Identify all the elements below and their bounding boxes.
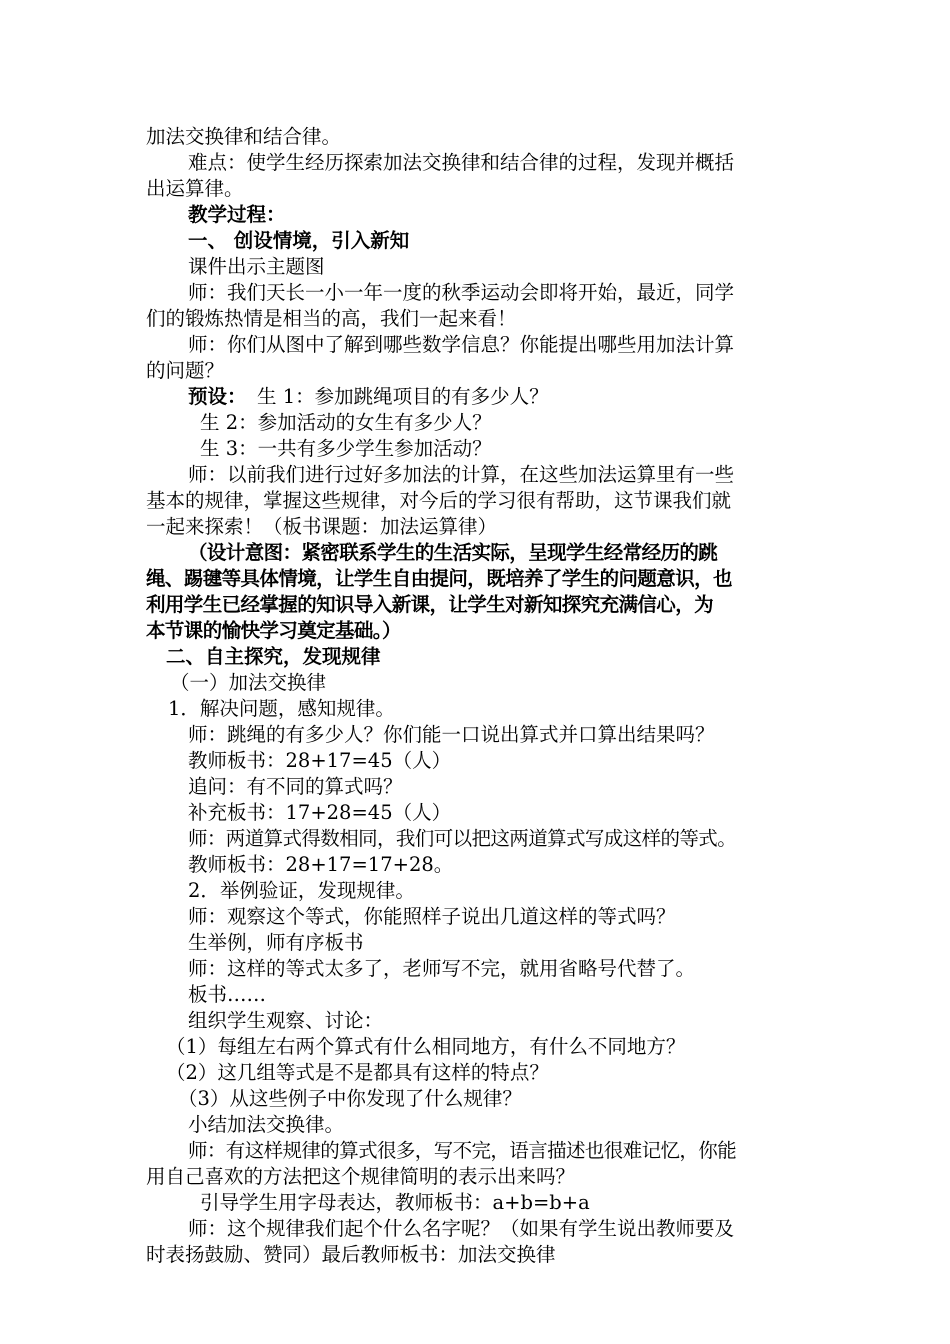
design-intent-line: 利用学生已经掌握的知识导入新课，让学生对新知探究充满信心，为 xyxy=(146,593,714,616)
text-line: 师：这个规律我们起个什么名字呢？（如果有学生说出教师要及 xyxy=(188,1217,735,1240)
text-line: （2）这几组等式是不是都具有这样的特点？ xyxy=(166,1061,549,1084)
design-intent-line: 绳、踢毽等具体情境，让学生自由提问，既培养了学生的问题意识，也 xyxy=(146,567,732,590)
text-line: （3）从这些例子中你发现了什么规律？ xyxy=(178,1087,522,1110)
text-line: 师：我们天长一小一年一度的秋季运动会即将开始，最近，同学 xyxy=(188,281,735,304)
text-line: 生 1：参加跳绳项目的有多少人？ xyxy=(257,385,549,408)
design-intent-line: （设计意图：紧密联系学生的生活实际，呈现学生经常经历的跳 xyxy=(188,541,718,564)
text-line: 师：跳绳的有多少人？你们能一口说出算式并口算出结果吗？ xyxy=(188,723,715,746)
text-line: 难点：使学生经历探索加法交换律和结合律的过程，发现并概括 xyxy=(188,151,735,174)
design-intent-line: 本节课的愉快学习奠定基础。） xyxy=(146,619,401,642)
text-line: 的问题？ xyxy=(146,359,225,382)
text-line: 1．解决问题，感知规律。 xyxy=(168,697,395,720)
text-line: 出运算律。 xyxy=(146,177,244,200)
text-line: 教师板书：28+17=45（人） xyxy=(188,749,452,772)
text-line: 师：以前我们进行过好多加法的计算，在这些加法运算里有一些 xyxy=(188,463,735,486)
text-line: 小结加法交换律。 xyxy=(188,1113,345,1136)
text-line: 生 3：一共有多少学生参加活动？ xyxy=(200,437,492,460)
preset-label: 预设： xyxy=(188,385,247,408)
section-heading: 二、自主探究，发现规律 xyxy=(166,645,381,668)
text-line: 们的锻炼热情是相当的高，我们一起来看！ xyxy=(146,307,517,330)
text-line: 引导学生用字母表达，教师板书：a+b=b+a xyxy=(200,1191,590,1214)
subsection-heading: （一）加法交换律 xyxy=(170,671,327,694)
text-line: 教师板书：28+17=17+28。 xyxy=(188,853,454,876)
text-line: 时表扬鼓励、赞同）最后教师板书：加法交换律 xyxy=(146,1243,556,1266)
text-line: 加法交换律和结合律。 xyxy=(146,125,342,148)
text-line: 板书…… xyxy=(188,983,267,1006)
text-line: 用自己喜欢的方法把这个规律简明的表示出来吗？ xyxy=(146,1165,576,1188)
text-line: 生举例，师有序板书 xyxy=(188,931,364,954)
text-line: （1）每组左右两个算式有什么相同地方，有什么不同地方？ xyxy=(166,1035,686,1058)
text-line: 课件出示主题图 xyxy=(188,255,325,278)
text-line: 追问：有不同的算式吗？ xyxy=(188,775,403,798)
text-line: 师：两道算式得数相同，我们可以把这两道算式写成这样的等式。 xyxy=(188,827,737,850)
text-line: 组织学生观察、讨论： xyxy=(188,1009,384,1032)
text-line: 师：有这样规律的算式很多，写不完，语言描述也很难记忆，你能 xyxy=(188,1139,737,1162)
text-line: 补充板书：17+28=45（人） xyxy=(188,801,452,824)
text-line: 师：这样的等式太多了，老师写不完，就用省略号代替了。 xyxy=(188,957,696,980)
section-heading: 教学过程： xyxy=(188,203,286,226)
section-heading: 一、 创设情境，引入新知 xyxy=(188,229,410,252)
text-line: 师：观察这个等式，你能照样子说出几道这样的等式吗？ xyxy=(188,905,676,928)
text-line: 一起来探索！（板书课题：加法运算律） xyxy=(146,515,498,538)
text-line: 2．举例验证，发现规律。 xyxy=(188,879,415,902)
text-line: 基本的规律，掌握这些规律，对今后的学习很有帮助，这节课我们就 xyxy=(146,489,732,512)
text-line: 师：你们从图中了解到哪些数学信息？你能提出哪些用加法计算 xyxy=(188,333,735,356)
text-line: 生 2：参加活动的女生有多少人？ xyxy=(200,411,492,434)
